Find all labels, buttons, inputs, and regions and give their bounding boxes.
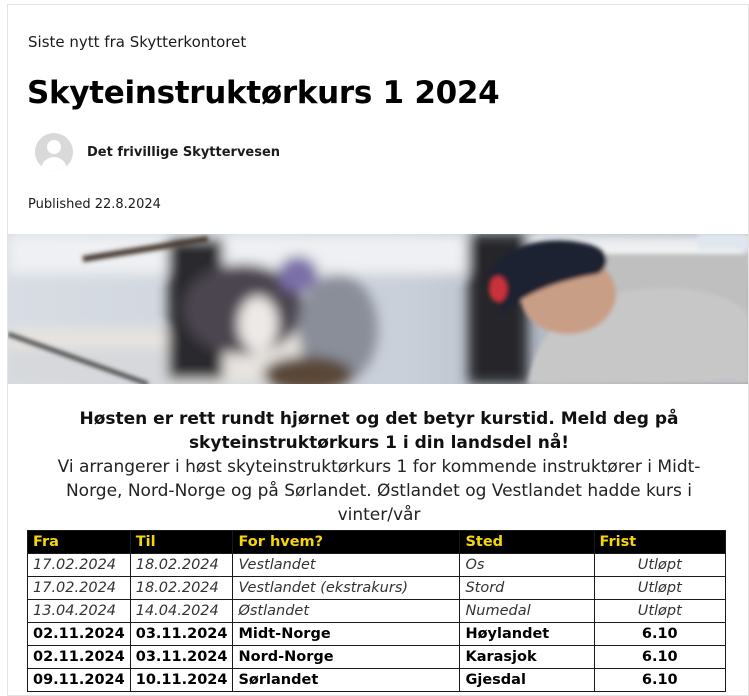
cell-sted: Os: [460, 554, 594, 577]
table-row: [28, 623, 726, 646]
col-header-hvem: For hvem?: [233, 531, 460, 554]
cell-til: 14.04.2024: [130, 600, 233, 623]
cell-til: 03.11.2024: [130, 623, 233, 646]
cell-fra: 17.02.2024: [28, 554, 131, 577]
cell-fra: 02.11.2024: [28, 646, 131, 669]
cell-til: 10.11.2024: [130, 669, 233, 692]
cell-hvem: Sørlandet: [233, 669, 460, 692]
author-name[interactable]: Det frivillige Skyttervesen: [87, 144, 281, 160]
cell-hvem: Midt-Norge: [233, 623, 460, 646]
cell-sted: Høylandet: [460, 623, 594, 646]
cell-hvem: Vestlandet (ekstrakurs): [233, 577, 460, 600]
hero-image: [8, 234, 749, 384]
page-title: Skyteinstruktørkurs 1 2024: [27, 75, 500, 111]
cell-hvem: Vestlandet: [233, 554, 460, 577]
cell-til: 18.02.2024: [130, 554, 233, 577]
cell-til: 03.11.2024: [130, 646, 233, 669]
col-header-frist: Frist: [594, 531, 725, 554]
lead-paragraph: Vi arrangerer i høst skyteinstruktørkurs 1 for kommende instruktører i Midt-Norge, Nord-Norge og på Sørlandet. Østlandet og Vestlandet hadde kurs i vinter/vår: [57, 457, 701, 525]
table-row: [28, 669, 726, 692]
cell-frist: Utløpt: [594, 554, 725, 577]
breadcrumb[interactable]: Siste nytt fra Skytterkontoret: [28, 33, 247, 51]
lead-headline: Høsten er rett rundt hjørnet og det betyr kurstid. Meld deg på skyteinstruktørkurs 1 i din landsdel nå!: [79, 409, 679, 453]
cell-hvem: Nord-Norge: [233, 646, 460, 669]
cell-fra: 17.02.2024: [28, 577, 131, 600]
cell-sted: Stord: [460, 577, 594, 600]
table-row: [28, 600, 726, 623]
cell-til: 18.02.2024: [130, 577, 233, 600]
cell-sted: Numedal: [460, 600, 594, 623]
cell-sted: Karasjok: [460, 646, 594, 669]
published-date: Published 22.8.2024: [28, 197, 161, 212]
col-header-sted: Sted: [460, 531, 594, 554]
table-row: [28, 577, 726, 600]
cell-sted: Gjesdal: [460, 669, 594, 692]
cell-hvem: Østlandet: [233, 600, 460, 623]
author-block[interactable]: [35, 133, 280, 171]
table-row: [28, 554, 726, 577]
cell-fra: 02.11.2024: [28, 623, 131, 646]
lead-section: [8, 407, 749, 527]
cell-frist: 6.10: [594, 623, 725, 646]
cell-frist: 6.10: [594, 646, 725, 669]
cell-fra: 09.11.2024: [28, 669, 131, 692]
avatar-placeholder-icon: [35, 133, 73, 171]
table-header-row: [28, 531, 726, 554]
course-table: [27, 530, 726, 692]
cell-frist: Utløpt: [594, 600, 725, 623]
col-header-fra: Fra: [28, 531, 131, 554]
cell-frist: Utløpt: [594, 577, 725, 600]
article-frame: [7, 4, 749, 696]
cell-fra: 13.04.2024: [28, 600, 131, 623]
table-row: [28, 646, 726, 669]
col-header-til: Til: [130, 531, 233, 554]
cell-frist: 6.10: [594, 669, 725, 692]
